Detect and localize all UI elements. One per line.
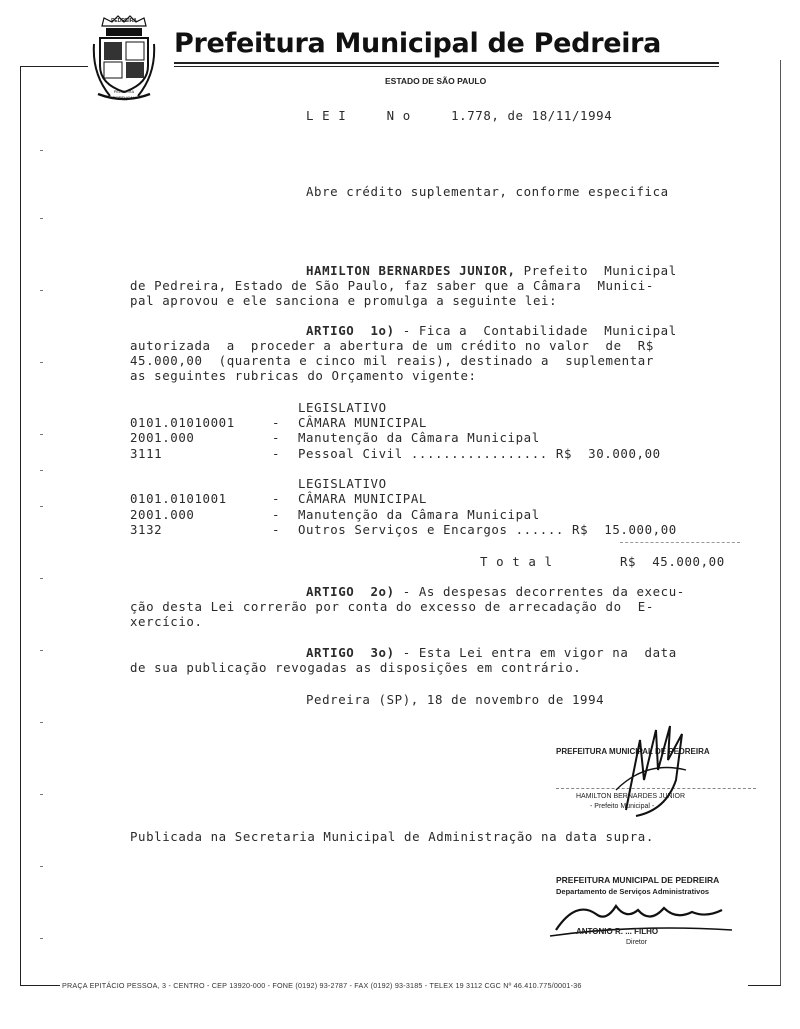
- margin-tick: [40, 434, 43, 435]
- place-date: Pedreira (SP), 18 de novembro de 1994: [306, 692, 605, 707]
- total-underline: [620, 542, 740, 543]
- margin-tick: [40, 290, 43, 291]
- margin-tick: [40, 650, 43, 651]
- art1-line-2: autorizada a proceder a abertura de um crédito no valor de R$: [130, 338, 654, 353]
- right-border: [780, 60, 781, 985]
- budget-desc: CÂMARA MUNICIPAL: [298, 415, 427, 430]
- budget-sep: -: [272, 491, 281, 506]
- law-ementa: Abre crédito suplementar, conforme especifica: [306, 184, 669, 199]
- margin-tick: [40, 470, 43, 471]
- bottom-rule-right: [748, 985, 781, 986]
- bottom-rule: [20, 985, 60, 986]
- budget-code: 2001.000: [130, 507, 195, 522]
- margin-tick: [40, 866, 43, 867]
- signature1-org: PREFEITURA MUNICIPAL DE PEDREIRA: [556, 747, 710, 756]
- budget-code: 2001.000: [130, 430, 195, 445]
- budget-code: 3111: [130, 446, 163, 461]
- header-rule-thick: [174, 62, 719, 64]
- margin-tick: [40, 722, 43, 723]
- art1-line-3: 45.000,00 (quarenta e cinco mil reais), destinado a suplementar: [130, 353, 654, 368]
- total-value: R$ 45.000,00: [620, 554, 725, 569]
- budget-sep: -: [272, 522, 281, 537]
- budget-desc: CÂMARA MUNICIPAL: [298, 491, 427, 506]
- art1-line-4: as seguintes rubricas do Orçamento vigente:: [130, 368, 477, 383]
- signature2-name: ANTONIO R. ... FILHO: [576, 927, 659, 936]
- signature1-role: - Prefeito Municipal -: [590, 803, 655, 810]
- budget-code: 3132: [130, 522, 163, 537]
- art2-line-1: ARTIGO 2o) - As despesas decorrentes da execu-: [306, 584, 685, 599]
- budget-desc: Pessoal Civil ................. R$ 30.000,00: [298, 446, 661, 461]
- seal-ribbon-text: PEDREIRA: [111, 18, 137, 24]
- art3-line-2: de sua publicação revogadas as disposições em contrário.: [130, 660, 582, 675]
- seal-motto-2: PORTUGAL: [113, 95, 135, 100]
- art2-line-3: xercício.: [130, 614, 203, 629]
- seal-motto: PEDREIRA: [113, 89, 135, 94]
- budget-sep: -: [272, 446, 281, 461]
- art3-label: ARTIGO 3o): [306, 645, 395, 660]
- budget-desc: Manutenção da Câmara Municipal: [298, 507, 540, 522]
- budget-desc: Outros Serviços e Encargos ...... R$ 15.000,00: [298, 522, 677, 537]
- preamble-line-2: de Pedreira, Estado de São Paulo, faz saber que a Câmara Munici-: [130, 278, 654, 293]
- total-label: T o t a l: [480, 554, 553, 569]
- top-left-rule: [20, 66, 88, 67]
- left-border: [20, 66, 21, 986]
- art1-line-1: ARTIGO 1o) - Fica a Contabilidade Municipal: [306, 323, 677, 338]
- budget-section-2: LEGISLATIVO: [298, 476, 387, 491]
- art2-label: ARTIGO 2o): [306, 584, 395, 599]
- budget-code: 0101.0101001: [130, 491, 227, 506]
- preamble-line-3: pal aprovou e ele sanciona e promulga a seguinte lei:: [130, 293, 558, 308]
- signature2-role: Diretor: [626, 939, 648, 946]
- margin-tick: [40, 938, 43, 939]
- state-label: ESTADO DE SÃO PAULO: [385, 76, 487, 86]
- mayor-signature: [606, 720, 696, 820]
- page-title: Prefeitura Municipal de Pedreira: [174, 28, 662, 59]
- art3-line-1: ARTIGO 3o) - Esta Lei entra em vigor na data: [306, 645, 677, 660]
- budget-sep: -: [272, 507, 281, 522]
- art2-line-2: ção desta Lei correrão por conta do excesso de arrecadação do E-: [130, 599, 654, 614]
- law-heading: L E I N o 1.778, de 18/11/1994: [306, 108, 613, 123]
- budget-desc: Manutenção da Câmara Municipal: [298, 430, 540, 445]
- margin-tick: [40, 794, 43, 795]
- art1-label: ARTIGO 1o): [306, 323, 395, 338]
- signature2-dept: Departamento de Serviços Administrativos: [556, 887, 710, 896]
- margin-tick: [40, 218, 43, 219]
- footer-address: PRAÇA EPITÁCIO PESSOA, 3 - CENTRO - CEP 13920-000 - FONE (0192) 93-2787 - FAX (0192) 93-3185 - TELEX 19 3112 CGC Nº 46.410.775/0001-36: [62, 981, 582, 990]
- preamble-line-1: HAMILTON BERNARDES JUNIOR, Prefeito Municipal: [306, 263, 677, 278]
- budget-section-1: LEGISLATIVO: [298, 400, 387, 415]
- margin-tick: [40, 362, 43, 363]
- margin-tick: [40, 506, 43, 507]
- margin-tick: [40, 150, 43, 151]
- header-rule-thin: [174, 66, 719, 67]
- margin-tick: [40, 578, 43, 579]
- budget-code: 0101.01010001: [130, 415, 235, 430]
- signature1-name: HAMILTON BERNARDES JUNIOR: [576, 793, 686, 800]
- budget-sep: -: [272, 415, 281, 430]
- publication-note: Publicada na Secretaria Municipal de Administração na data supra.: [130, 829, 654, 844]
- mayor-name: HAMILTON BERNARDES JUNIOR,: [306, 263, 516, 278]
- budget-sep: -: [272, 430, 281, 445]
- signature2-org: PREFEITURA MUNICIPAL DE PEDREIRA: [556, 875, 720, 885]
